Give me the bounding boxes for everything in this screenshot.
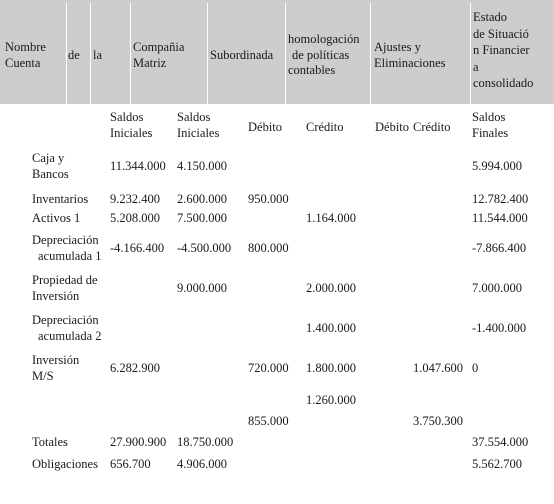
matriz-value: 5.208.000: [110, 211, 160, 225]
cuenta-label: Depreciación acumulada 1: [32, 233, 102, 263]
cuenta-label: Caja y Bancos: [32, 151, 69, 181]
ajuste-credito-value: 3.750.300: [413, 414, 463, 428]
credito-value: 1.400.000: [306, 321, 356, 335]
subheader-ajustes-credito: Crédito: [413, 120, 451, 134]
header-nombre-cuenta: Nombre Cuenta: [5, 40, 46, 70]
subheader-debito: Débito: [248, 120, 283, 134]
column-divider: [130, 3, 131, 104]
cuenta-label: Activos 1: [32, 211, 81, 225]
subordinada-value: 7.500.000: [177, 211, 227, 225]
cuenta-label: Obligaciones: [32, 457, 98, 471]
header-la: la: [93, 48, 103, 62]
header-de: de: [68, 48, 80, 62]
matriz-value: -4.166.400: [110, 241, 165, 255]
debito-value: 720.000: [248, 361, 289, 375]
subordinada-value: -4.500.000: [177, 241, 232, 255]
matriz-value: 9.232.400: [110, 192, 160, 206]
subheader-saldos-iniciales-matriz: Saldos Iniciales: [110, 110, 153, 140]
column-divider: [370, 3, 371, 104]
header-subordinada: Subordinada: [210, 48, 274, 62]
credito-value: 1.164.000: [306, 211, 356, 225]
matriz-value: 656.700: [110, 457, 151, 471]
ajuste-credito-value: 1.047.600: [413, 361, 463, 375]
cuenta-label: Propiedad de Inversión: [32, 273, 98, 303]
final-value: 5.994.000: [472, 159, 522, 173]
credito-value: 1.260.000: [306, 393, 356, 407]
subordinada-value: 2.600.000: [177, 192, 227, 206]
matriz-value: 27.900.900: [110, 435, 167, 449]
final-value: 12.782.400: [472, 192, 529, 206]
subordinada-value: 18.750.000: [177, 435, 234, 449]
debito-value: 800.000: [248, 241, 289, 255]
header-compania-matriz: Compañia Matriz: [133, 40, 185, 70]
subheader-saldos-finales: Saldos Finales: [472, 110, 509, 140]
credito-value: 1.800.000: [306, 361, 356, 375]
header-homologacion: homologación de políticas contables: [288, 32, 360, 77]
debito-value: 855.000: [248, 414, 289, 428]
subordinada-value: 9.000.000: [177, 281, 227, 295]
cuenta-label: Depreciación acumulada 2: [32, 313, 102, 343]
final-value: 0: [472, 361, 479, 375]
cuenta-label: Inventarios: [32, 192, 89, 206]
subordinada-value: 4.906.000: [177, 457, 227, 471]
column-divider: [207, 3, 208, 104]
column-divider: [285, 3, 286, 104]
subordinada-value: 4.150.000: [177, 159, 227, 173]
final-value: 11.544.000: [472, 211, 528, 225]
credito-value: 2.000.000: [306, 281, 356, 295]
matriz-value: 11.344.000: [110, 159, 166, 173]
column-divider: [66, 3, 67, 104]
column-divider: [90, 3, 91, 104]
header-ajustes: Ajustes y Eliminaciones: [374, 40, 446, 70]
cuenta-label: Totales: [32, 435, 68, 449]
subheader-credito: Crédito: [306, 120, 344, 134]
subheader-saldos-iniciales-subordinada: Saldos Iniciales: [177, 110, 220, 140]
final-value: 37.554.000: [472, 435, 529, 449]
header-estado: Estado de Situació n Financier a consolidado: [473, 10, 534, 90]
debito-value: 950.000: [248, 192, 289, 206]
column-divider: [470, 3, 471, 104]
cuenta-label: Inversión M/S: [32, 353, 80, 383]
final-value: -7.866.400: [472, 241, 527, 255]
final-value: 5.562.700: [472, 457, 522, 471]
matriz-value: 6.282.900: [110, 361, 160, 375]
final-value: -1.400.000: [472, 321, 527, 335]
final-value: 7.000.000: [472, 281, 522, 295]
subheader-ajustes-debito: Débito: [375, 120, 410, 134]
